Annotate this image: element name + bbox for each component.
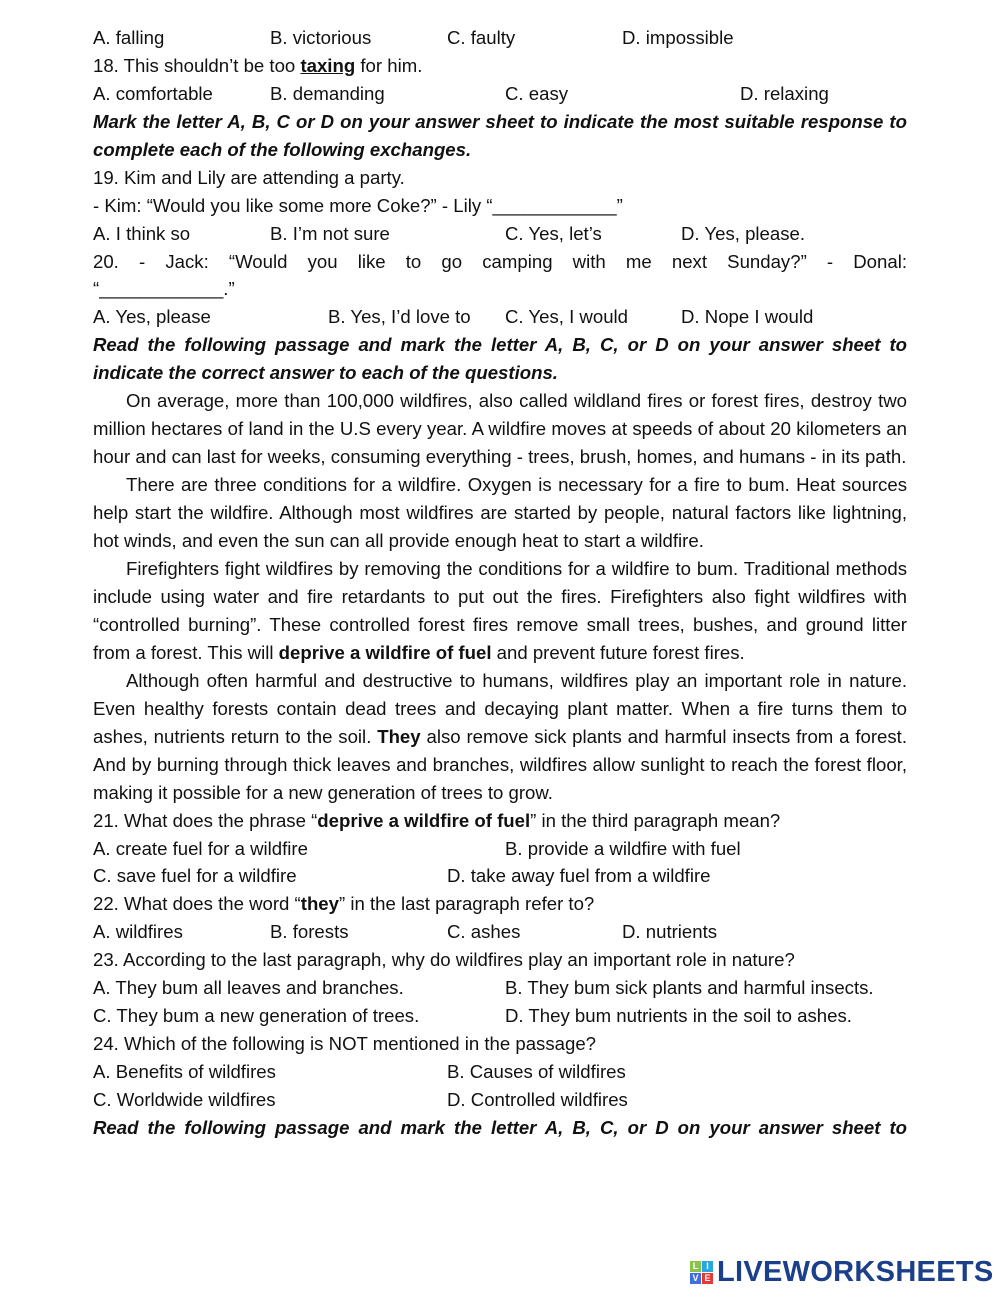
option-b[interactable]: B. Causes of wildfires: [447, 1061, 626, 1082]
instruction-exchanges: Mark the letter A, B, C or D on your answer sheet to indicate the most suitable response to complete each of the following exchanges.: [93, 110, 907, 160]
option-d[interactable]: D. relaxing: [740, 82, 829, 104]
q18-text-end: for him.: [355, 54, 423, 76]
option-c[interactable]: C. ashes: [447, 921, 521, 943]
option-b[interactable]: B. I’m not sure: [270, 222, 390, 244]
text-segment: 21. What does the phrase “: [93, 809, 318, 831]
option-a[interactable]: A. falling: [93, 27, 165, 48]
text-segment: and prevent future forest fires.: [491, 641, 745, 663]
option-b[interactable]: B. They bum sick plants and harmful insects.: [505, 977, 874, 999]
option-b[interactable]: B. provide a wildfire with fuel: [505, 837, 741, 859]
q18-text: 18. This shouldn’t be too: [93, 54, 301, 76]
option-b[interactable]: B. demanding: [270, 82, 385, 104]
q22-stem: [93, 890, 907, 918]
option-d[interactable]: D. impossible: [622, 27, 734, 48]
q21-stem: [93, 807, 907, 835]
q20-stem: 20. - Jack: “Would you like to go camping with me next Sunday?” - Donal:: [93, 250, 907, 272]
reading-passage: [93, 387, 907, 806]
bold-phrase: they: [300, 893, 339, 915]
option-a[interactable]: A. comfortable: [93, 82, 213, 104]
passage-paragraph-4: [93, 667, 907, 807]
logo-letter: V: [690, 1273, 701, 1284]
q21-options-row1: [93, 835, 907, 863]
q23-stem: 23. According to the last paragraph, why do wildfires play an important role in nature?: [93, 949, 795, 971]
option-d[interactable]: D. Controlled wildfires: [447, 1088, 628, 1110]
option-d[interactable]: D. nutrients: [622, 921, 718, 943]
option-a[interactable]: A. Benefits of wildfires: [93, 1061, 276, 1082]
logo-letter: E: [702, 1273, 713, 1284]
text-segment: also remove sick plants and harmful insects from a forest. And by burning through thick leaves and branches, wildfires allow sunlight to reach the forest floor, making it possible for a new generation of trees to grow.: [93, 725, 907, 803]
q18-key-word: taxing: [300, 54, 356, 76]
logo-text: LIVEWORKSHEETS: [717, 1256, 994, 1288]
option-b[interactable]: B. forests: [270, 921, 349, 943]
instruction-reading: Read the following passage and mark the letter A, B, C, or D on your answer sheet to indicate the correct answer to each of the questions.: [93, 334, 907, 384]
option-d[interactable]: D. Yes, please.: [681, 222, 806, 244]
bold-phrase: deprive a wildfire of fuel: [278, 641, 492, 663]
q23-options-row2: [93, 1002, 907, 1030]
q22-options: [93, 918, 907, 946]
option-c[interactable]: C. save fuel for a wildfire: [93, 865, 297, 887]
option-c[interactable]: C. They bum a new generation of trees.: [93, 1005, 420, 1027]
text-segment: Although often harmful and destructive to humans, wildfires play an important role in nature. Even healthy forests contain dead trees and decaying plant matter. When a fire turns them to ashes, nutrients return to the soil.: [93, 669, 907, 747]
q19-dialog: - Kim: “Would you like some more Coke?” - Lily “____________”: [93, 194, 623, 216]
option-a[interactable]: A. wildfires: [93, 921, 183, 943]
passage-paragraph-1: [93, 387, 907, 471]
q23-options-row1: [93, 974, 907, 1002]
q24-options-row1: [93, 1058, 907, 1086]
option-d[interactable]: D. Nope I would: [681, 306, 814, 328]
q21-options-row2: [93, 862, 907, 890]
option-a[interactable]: A. create fuel for a wildfire: [93, 837, 308, 859]
option-b[interactable]: B. victorious: [270, 27, 372, 48]
option-d[interactable]: D. They bum nutrients in the soil to ashes.: [505, 1005, 852, 1027]
option-a[interactable]: A. They bum all leaves and branches.: [93, 977, 404, 999]
option-b[interactable]: B. Yes, I’d love to: [328, 306, 471, 328]
q20-options: [93, 303, 907, 331]
option-c[interactable]: C. Yes, I would: [505, 306, 629, 328]
text-segment: 22. What does the word “: [93, 893, 301, 915]
worksheet-page: [93, 24, 907, 1142]
text-segment: On average, more than 100,000 wildfires, also called wildland fires or forest fires, destroy two million hectares of land in the U.S every year. A wildfire moves at speeds of about 20 kilometers an hour and can last for weeks, consuming everything - trees, brush, homes, and humans - in its path.: [93, 390, 907, 468]
q18-options: [93, 80, 907, 108]
instruction-next: Read the following passage and mark the letter A, B, C, or D on your answer sheet to: [93, 1116, 907, 1138]
text-segment: ” in the third paragraph mean?: [530, 809, 781, 831]
text-segment: Firefighters fight wildfires by removing the conditions for a wildfire to bum. Traditional methods include using water and fire retardants to put out the fires. Firefighters also fight wildfires with “controlled burning”. These controlled forest fires remove small trees, bushes, and ground litter from a forest. This will: [93, 557, 907, 663]
option-c[interactable]: C. faulty: [447, 27, 516, 48]
bold-phrase: deprive a wildfire of fuel: [317, 809, 531, 831]
bold-phrase: They: [377, 725, 421, 747]
q17-options: [93, 24, 907, 52]
q19-stem: 19. Kim and Lily are attending a party.: [93, 166, 405, 188]
text-segment: ” in the last paragraph refer to?: [338, 893, 595, 915]
logo-icon: [690, 1261, 713, 1284]
text-segment: There are three conditions for a wildfire. Oxygen is necessary for a fire to bum. Heat sources help start the wildfire. Although most wildfires are started by people, natural factors like lightning, hot winds, and even the sun can all provide enough heat to start a wildfire.: [93, 474, 907, 552]
q19-options: [93, 220, 907, 248]
option-a[interactable]: A. I think so: [93, 222, 191, 244]
logo-letter: I: [702, 1261, 713, 1272]
logo-letter: L: [690, 1261, 701, 1272]
q18-stem: [93, 52, 907, 80]
option-c[interactable]: C. Yes, let’s: [505, 222, 602, 244]
option-d[interactable]: D. take away fuel from a wildfire: [447, 865, 711, 887]
passage-paragraph-3: [93, 555, 907, 667]
liveworksheets-logo: [690, 1256, 994, 1289]
q20-blank: “____________.”: [93, 278, 235, 300]
option-a[interactable]: A. Yes, please: [93, 306, 211, 328]
q24-options-row2: [93, 1086, 907, 1114]
passage-paragraph-2: [93, 471, 907, 555]
option-c[interactable]: C. Worldwide wildfires: [93, 1088, 276, 1110]
option-c[interactable]: C. easy: [505, 82, 569, 104]
q24-stem: 24. Which of the following is NOT mentioned in the passage?: [93, 1033, 597, 1055]
